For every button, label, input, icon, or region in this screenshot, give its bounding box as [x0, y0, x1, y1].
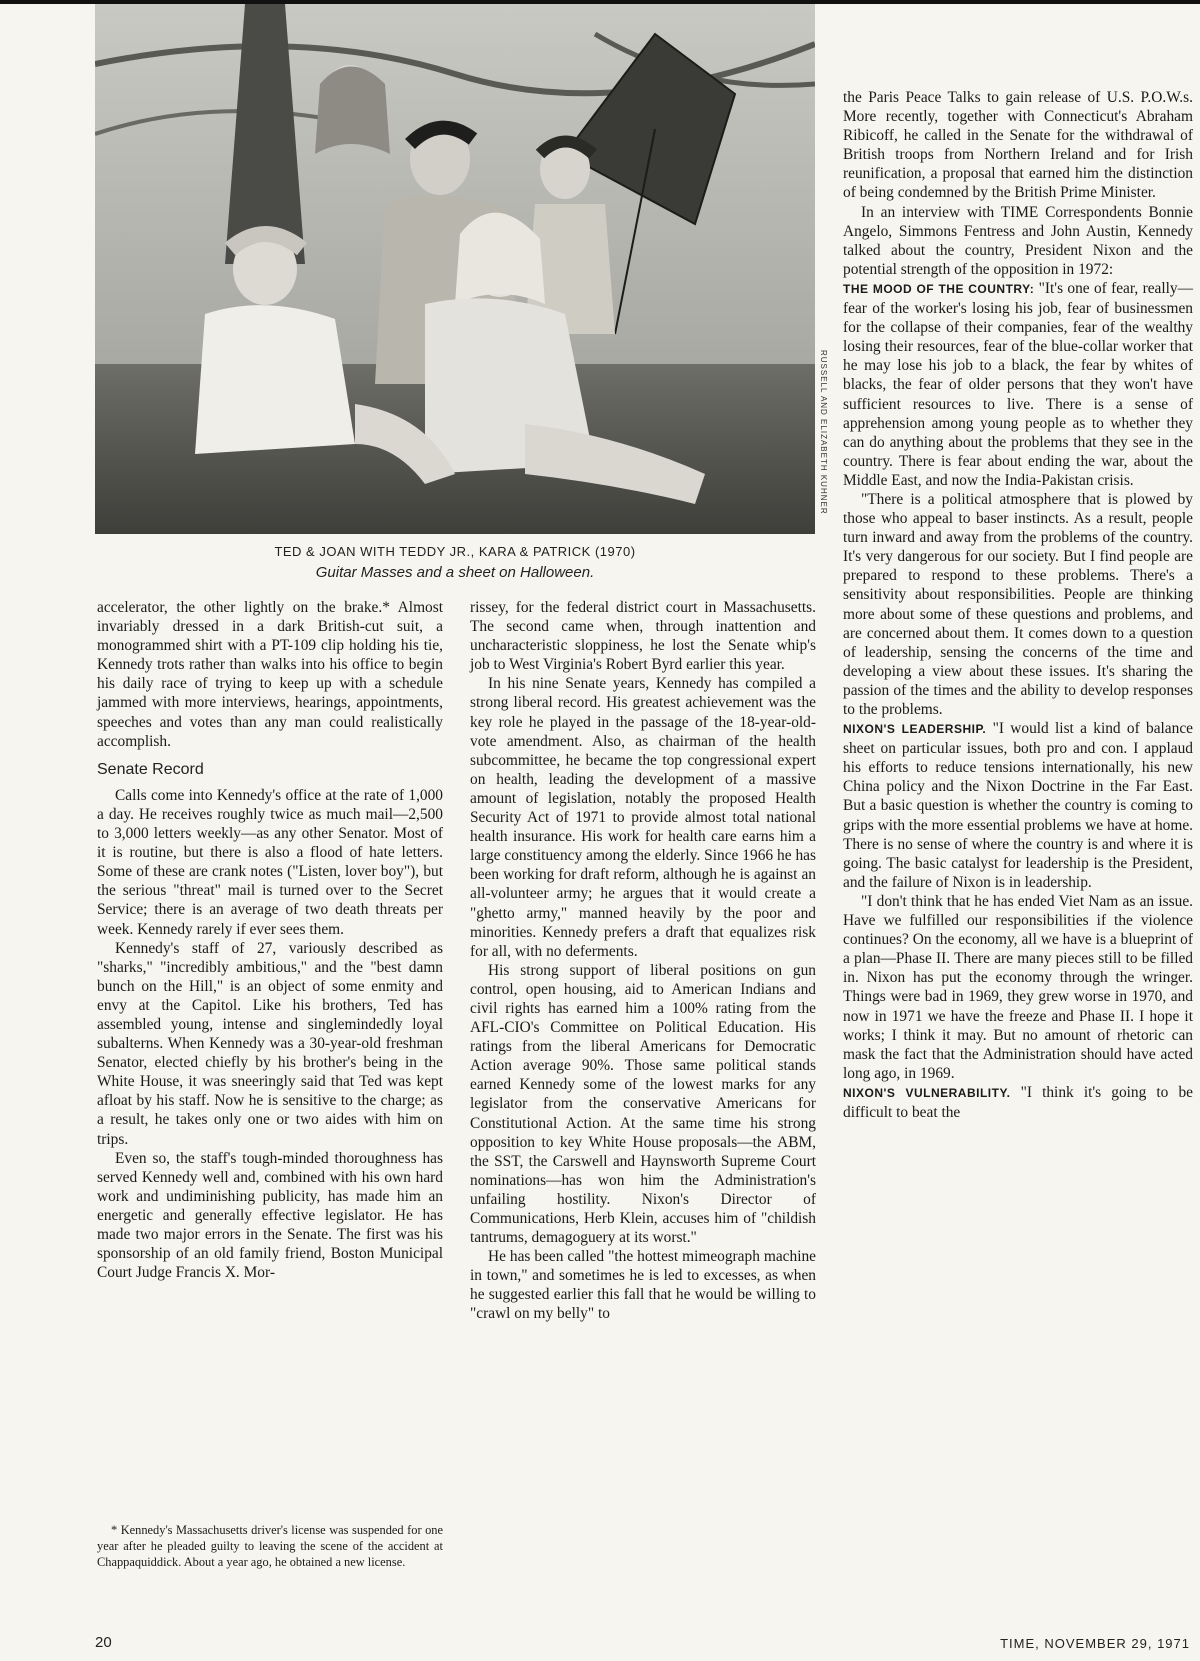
- paragraph: In an interview with TIME Correspondents Bonnie Angelo, Simmons Fentress and John Austin, Kennedy talked about the country, President Nixon and the potential strength of the opposition in 1972:: [843, 203, 1193, 278]
- paragraph: Kennedy's staff of 27, variously described as "sharks," "incredibly ambitious," and the "best damn bunch on the Hill," is an object of some enmity and envy at the Capitol. Like his brothers, Ted has assembled young, intense and singlemindedly loyal subalterns. When Kennedy was a 30-year-old freshman Senator, elected chiefly by his brother's being in the White House, it was sneeringly said that Ted was kept afloat by his staff. Now he is sensitive to the charge; as a result, he takes only one or two aides with him on trips.: [97, 939, 443, 1148]
- paragraph: Calls come into Kennedy's office at the rate of 1,000 a day. He receives roughly twice as much mail—2,500 to 3,000 letters weekly—as any other Senator. Most of it is routine, but there is also a flood of hate letters. Some of these are crank notes ("Listen, lover boy"), but the serious "threat" mail is turned over to the Secret Service; there is an average of two death threats per week. Kennedy rarely if ever sees them.: [97, 786, 443, 938]
- paragraph: rissey, for the federal district court in Massachusetts. The second came when, through inattention and uncharacteristic sloppiness, he lost the Senate whip's job to West Virginia's Robert Byrd earlier this year.: [470, 599, 816, 674]
- footnote-text: * Kennedy's Massachusetts driver's license was suspended for one year after he pleaded guilty to leaving the scene of the accident at Chappaquiddick. About a year ago, he obtained a new license.: [97, 1523, 443, 1569]
- lead-nixons-vulnerability: NIXON'S VULNERABILITY.: [843, 1085, 1011, 1100]
- paragraph: accelerator, the other lightly on the brake.* Almost invariably dressed in a dark British-cut suit, a monogrammed shirt with a PT-109 clip holding his tie, Kennedy trots rather than walks into his office to begin his daily race of trying to keep up with a schedule jammed with more interviews, hearings, appointments, speeches and votes than any man could realistically accomplish.: [97, 599, 443, 750]
- paragraph: [843, 719, 1193, 892]
- photo-caption-subtitle: Guitar Masses and a sheet on Halloween.: [315, 564, 595, 581]
- photo-caption-title: TED & JOAN WITH TEDDY JR., KARA & PATRICK (1970): [274, 544, 636, 559]
- paragraph: [843, 279, 1193, 490]
- paragraph: [843, 1083, 1193, 1122]
- lead-mood-of-country: THE MOOD OF THE COUNTRY:: [843, 281, 1035, 296]
- lead-nixons-leadership: NIXON'S LEADERSHIP.: [843, 722, 987, 737]
- paragraph: In his nine Senate years, Kennedy has compiled a strong liberal record. His greatest achievement was the key role he played in the passage of the 18-year-old-vote amendment. Also, as chairman of the health subcommittee, he became the top congressional expert on health, leading the development of a massive amount of legislation, notably the proposed Health Security Act of 1971 to provide almost total national health insurance. His work for health care earns him a large constituency among the elderly. Since 1966 he has been working for draft reform, although he is against an all-volunteer army; he argues that it would create a "ghetto army," manned heavily by the poor and minorities. Kennedy prefers a draft that equalizes risk for all, with no deferments.: [470, 675, 816, 960]
- paragraph: Even so, the staff's tough-minded thoroughness has served Kennedy well and, combined with his own hard work and undiminishing publicity, has made him an energetic and generally effective legislator. He has made two major errors in the Senate. The first was his sponsorship of an old family friend, Boston Municipal Court Judge Francis X. Mor-: [97, 1149, 443, 1282]
- footnote: [97, 1523, 443, 1570]
- photo-credit: RUSSELL AND ELIZABETH KUHNER: [819, 350, 828, 515]
- column-1: [97, 598, 443, 1282]
- family-photo: [95, 4, 815, 534]
- column-3: [843, 88, 1193, 1122]
- column-2: [470, 598, 816, 1324]
- paragraph: He has been called "the hottest mimeograph machine in town," and sometimes he is led to excesses, as when he suggested earlier this fall that he would be willing to "crawl on my belly" to: [470, 1248, 816, 1323]
- paragraph: the Paris Peace Talks to gain release of U.S. P.O.W.s. More recently, together with Connecticut's Abraham Ribicoff, he called in the Senate for the withdrawal of British troops from Northern Ireland and for Irish reunification, a proposal that earned him the distinction of being condemned by the British Prime Minister.: [843, 89, 1193, 202]
- paragraph: "There is a political atmosphere that is plowed by those who appeal to baser instincts. As a result, people turn inward and away from the problems of the country. It's very dangerous for our society. But I find people are prepared to respond to these problems. There's a sensitivity about responsibilities. People are thinking more about some of these questions and problems, and are concerned about them. It comes down to a question of leadership, sensing the concerns of the time and developing a view about these issues. It's sharing the passion of the times and the ability to develop responses to the problems.: [843, 490, 1193, 718]
- paragraph-text: "I would list a kind of balance sheet on particular issues, both pro and con. I applaud his efforts to reduce tensions internationally, his new China policy and the Nixon Doctrine in the Far East. But a basic question is whether the country is coming to grips with the more essential problems we have at home. There is no sense of where the country is and where it is going. The basic catalyst for leadership is the President, and the failure of Nixon is in leadership.: [843, 720, 1193, 891]
- paragraph: His strong support of liberal positions on gun control, open housing, aid to American Indians and civil rights has earned him a 100% rating from the AFL-CIO's Committee on Political Education. His ratings from the liberal Americans for Democratic Action average 90%. Those same political stands earned Kennedy some of the lowest marks for any legislator from the conservative Americans for Constitutional Action. At the same time his strong opposition to key White House proposals—the ABM, the SST, the Carswell and Haynsworth Supreme Court nominations—has won him the Administration's unfailing hostility. Nixon's Director of Communications, Herb Klein, accuses him of "childish tantrums, demagoguery at its worst.": [470, 961, 816, 1247]
- paragraph-text: "It's one of fear, really—fear of the worker's losing his job, fear of businessmen for the collapse of their companies, fear of the wealthy losing their resources, fear of the blue-collar worker that he may lose his job to a black, the fear by whites of blacks, the fear of older persons that they won't have sufficient resources to live. There is a sense of apprehension among young people as to whether they can do anything about the problems that they see in the country. There is fear about ending the war, about the Middle East, and now the India-Pakistan crisis.: [843, 279, 1193, 489]
- paragraph: "I don't think that he has ended Viet Nam as an issue. Have we fulfilled our responsibilities if the violence continues? On the economy, all we have is a blueprint of a plan—Phase II. There are many pieces still to be filled in. Nixon has put the economy through the wringer. Things were bad in 1969, they grew worse in 1970, and now in 1971 we have the freeze and Phase II. I hope it works; I think it may. But no amount of rhetoric can mask the fact that the Administration should have acted long ago, in 1969.: [843, 892, 1193, 1082]
- paragraph-text: "I think it's going to be difficult to beat the: [843, 1083, 1194, 1121]
- issue-line: TIME, NOVEMBER 29, 1971: [1000, 1636, 1190, 1651]
- page-number: 20: [95, 1634, 112, 1651]
- subhead-senate-record: Senate Record: [97, 760, 204, 778]
